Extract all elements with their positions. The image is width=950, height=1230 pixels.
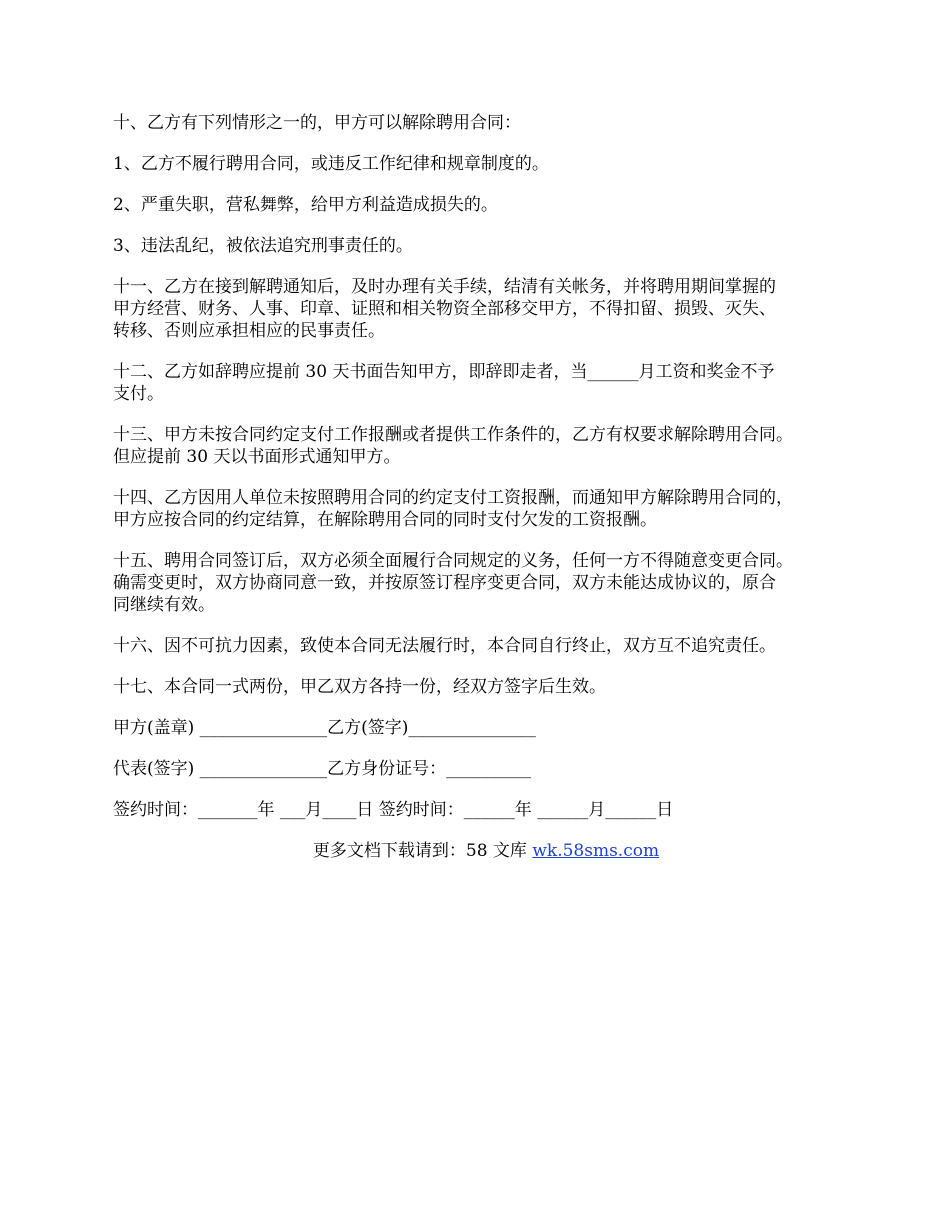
contract-paragraph [113,635,860,657]
paragraph-line: 但应提前 30 天以书面形式通知甲方。 [113,447,401,467]
contract-body [113,112,860,698]
contract-paragraph [113,153,860,175]
contract-paragraph [113,550,860,616]
paragraph-line: 转移、否则应承担相应的民事责任。 [113,321,385,341]
paragraph-line: 同继续有效。 [113,595,215,615]
contract-paragraph [113,676,860,698]
paragraph-line: 确需变更时，双方协商同意一致，并按原签订程序变更合同，双方未能达成协议的，原合 [113,573,776,593]
contract-paragraph [113,361,860,405]
contract-paragraph [113,424,860,468]
contract-paragraph [113,235,860,257]
paragraph-line: 十六、因不可抗力因素，致使本合同无法履行时，本合同自行终止，双方互不追究责任。 [113,636,776,656]
signature-line-representative: 代表(签字) _______________乙方身份证号：__________ [113,759,532,779]
contract-paragraph [113,487,860,531]
paragraph-line: 十七、本合同一式两份，甲乙双方各持一份，经双方签字后生效。 [113,677,606,697]
paragraph-line: 十四、乙方因用人单位未按照聘用合同的约定支付工资报酬，而通知甲方解除聘用合同的， [113,488,793,508]
contract-paragraph [113,194,860,216]
contract-paragraph [113,112,860,134]
footer-text: 更多文档下载请到：58 文库 [312,841,533,861]
footer [113,840,859,862]
paragraph-line: 十一、乙方在接到解聘通知后，及时办理有关手续，结清有关帐务，并将聘用期间掌握的 [113,277,776,297]
paragraph-line: 2、严重失职，营私舞弊，给甲方利益造成损失的。 [113,195,498,215]
paragraph-line: 十二、乙方如辞聘应提前 30 天书面告知甲方，即辞即走者，当______月工资和奖金不予 [113,362,775,382]
paragraph-line: 十、乙方有下列情形之一的，甲方可以解除聘用合同： [113,113,521,133]
signature-line-date: 签约时间：_______年 ___月____日 签约时间：______年 ______月______日 [113,800,674,820]
paragraph-line: 支付。 [113,384,164,404]
paragraph-line: 3、违法乱纪，被依法追究刑事责任的。 [113,236,413,256]
paragraph-line: 十三、甲方未按合同约定支付工作报酬或者提供工作条件的，乙方有权要求解除聘用合同。 [113,425,793,445]
contract-paragraph [113,276,860,342]
footer-link[interactable]: wk.58sms.com [532,841,660,861]
paragraph-line: 1、乙方不履行聘用合同，或违反工作纪律和规章制度的。 [113,154,549,174]
signature-line-party-a: 甲方(盖章) _______________乙方(签字)_______________ [113,718,536,738]
paragraph-line: 十五、聘用合同签订后，双方必须全面履行合同规定的义务，任何一方不得随意变更合同。 [113,551,793,571]
paragraph-line: 甲方经营、财务、人事、印章、证照和相关物资全部移交甲方，不得扣留、损毁、灭失、 [113,299,776,319]
paragraph-line: 甲方应按合同的约定结算，在解除聘用合同的同时支付欠发的工资报酬。 [113,510,657,530]
